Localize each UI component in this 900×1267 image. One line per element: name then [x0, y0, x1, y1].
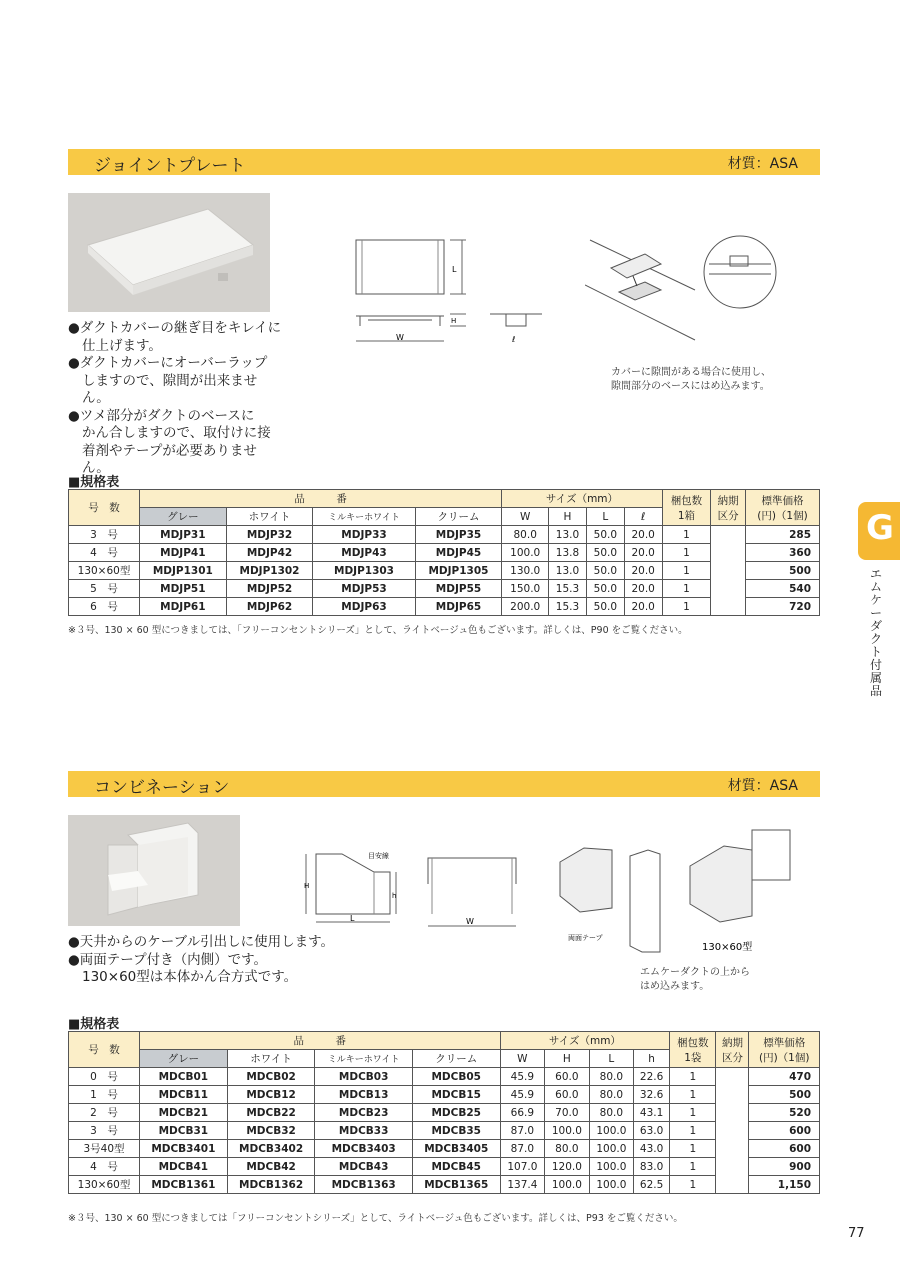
- lead-time-cell: [711, 526, 746, 616]
- dimension-cell: 13.0: [549, 562, 587, 580]
- price-cell: 470: [749, 1068, 820, 1086]
- dimension-cell: 100.0: [589, 1176, 634, 1194]
- header-color: グレー: [140, 508, 227, 526]
- header-price: [745, 490, 819, 526]
- section-header-combination: [68, 771, 820, 797]
- part-number-cell: MDCB13: [315, 1086, 412, 1104]
- material-label: 材質：ASA: [727, 156, 798, 172]
- row-number: 3 号: [69, 526, 140, 544]
- price-cell: 1,150: [749, 1176, 820, 1194]
- dimension-cell: 100.0: [545, 1176, 590, 1194]
- header-color: クリーム: [412, 1050, 500, 1068]
- dimension-cell: 13.8: [549, 544, 587, 562]
- dimension-cell: 50.0: [586, 580, 624, 598]
- dimension-cell: 200.0: [502, 598, 549, 616]
- header-color: ミルキーホワイト: [313, 508, 415, 526]
- label-model: 130×60型: [702, 942, 753, 953]
- part-number-cell: MDCB33: [315, 1122, 412, 1140]
- dimension-cell: 70.0: [545, 1104, 590, 1122]
- chapter-label-char: ケ: [870, 593, 883, 607]
- header-lead-time-line: 納期: [717, 494, 739, 507]
- chapter-label-char: 属: [870, 671, 883, 685]
- table-row: [69, 562, 820, 580]
- usage-note-line: 隙間部分のベースにはめ込みます。: [611, 381, 770, 392]
- header-price-line: 標準価格: [761, 494, 804, 507]
- label-tape: 両面テープ: [568, 934, 603, 942]
- material-label: 材質：ASA: [727, 778, 798, 794]
- part-number-cell: MDCB45: [412, 1158, 500, 1176]
- feature-line: ●天井からのケーブル引出しに使用します。: [68, 934, 334, 950]
- part-number-cell: MDJP65: [415, 598, 502, 616]
- feature-line: ●ツメ部分がダクトのベースに: [68, 407, 255, 424]
- table-row: [69, 544, 820, 562]
- dimension-cell: 50.0: [586, 544, 624, 562]
- part-number-cell: MDCB43: [315, 1158, 412, 1176]
- header-pack-line: 梱包数: [670, 494, 703, 507]
- section-title: ジョイントプレート: [94, 156, 246, 176]
- pack-cell: 1: [670, 1104, 716, 1122]
- chapter-letter: G: [866, 508, 894, 548]
- header-lead-time-line: 区分: [717, 509, 739, 522]
- row-number: 5 号: [69, 580, 140, 598]
- chapter-label-char: エ: [870, 567, 883, 581]
- section-header-joint-plate: [68, 149, 820, 175]
- row-number: 1 号: [69, 1086, 140, 1104]
- dimension-cell: 22.6: [634, 1068, 670, 1086]
- part-number-cell: MDCB05: [412, 1068, 500, 1086]
- label-L: L: [452, 265, 457, 274]
- price-cell: 540: [745, 580, 819, 598]
- part-number-cell: MDJP35: [415, 526, 502, 544]
- dimension-cell: 20.0: [624, 544, 662, 562]
- usage-note-line: はめ込みます。: [640, 981, 710, 992]
- header-pack: [662, 490, 711, 526]
- dimension-cell: 107.0: [500, 1158, 545, 1176]
- part-number-cell: MDJP43: [313, 544, 415, 562]
- price-cell: 500: [745, 562, 819, 580]
- chapter-label: [870, 568, 884, 698]
- part-number-cell: MDJP31: [140, 526, 227, 544]
- dimension-cell: 45.9: [500, 1086, 545, 1104]
- header-color: ホワイト: [226, 508, 313, 526]
- header-color: ミルキーホワイト: [315, 1050, 412, 1068]
- header-size: サイズ（mm）: [502, 490, 662, 508]
- usage-note: [611, 366, 771, 394]
- part-number-cell: MDJP32: [226, 526, 313, 544]
- lead-time-cell: [716, 1068, 749, 1194]
- label-W: W: [396, 333, 404, 342]
- part-number-cell: MDCB3405: [412, 1140, 500, 1158]
- spec-table-combination: [68, 1031, 820, 1194]
- table-row: [69, 526, 820, 544]
- pack-cell: 1: [670, 1176, 716, 1194]
- part-number-cell: MDCB23: [315, 1104, 412, 1122]
- feature-line: しますので、隙間が出来ません。: [82, 372, 258, 406]
- dimension-cell: 80.0: [589, 1104, 634, 1122]
- feature-line: ●ダクトカバーにオーバーラップ: [68, 355, 268, 371]
- dimension-cell: 43.1: [634, 1104, 670, 1122]
- label-h: h: [392, 892, 397, 900]
- part-number-cell: MDCB41: [140, 1158, 228, 1176]
- part-number-cell: MDJP1301: [140, 562, 227, 580]
- table-row: [69, 1068, 820, 1086]
- dimension-cell: 20.0: [624, 598, 662, 616]
- dimension-cell: 15.3: [549, 598, 587, 616]
- dimension-cell: 137.4: [500, 1176, 545, 1194]
- part-number-cell: MDJP55: [415, 580, 502, 598]
- part-number-cell: MDCB22: [227, 1104, 315, 1122]
- dimension-cell: 60.0: [545, 1086, 590, 1104]
- feature-line: 仕上げます。: [82, 337, 162, 354]
- dimension-cell: 100.0: [589, 1122, 634, 1140]
- part-number-cell: MDJP1303: [313, 562, 415, 580]
- row-number: 3 号: [69, 1122, 140, 1140]
- part-number-cell: MDCB15: [412, 1086, 500, 1104]
- dimension-cell: 13.0: [549, 526, 587, 544]
- header-color: ホワイト: [227, 1050, 315, 1068]
- part-number-cell: MDJP51: [140, 580, 227, 598]
- usage-note-line: カバーに隙間がある場合に使用し、: [611, 367, 771, 378]
- dimension-cell: 43.0: [634, 1140, 670, 1158]
- header-pack-line: 梱包数: [677, 1036, 709, 1049]
- chapter-tab[interactable]: [858, 502, 900, 560]
- part-number-cell: MDJP1305: [415, 562, 502, 580]
- part-number-cell: MDJP45: [415, 544, 502, 562]
- row-number: 130×60型: [69, 1176, 140, 1194]
- pack-cell: 1: [662, 562, 711, 580]
- dimension-cell: 66.9: [500, 1104, 545, 1122]
- table-row: [69, 598, 820, 616]
- footnote: ※３号、130 × 60 型につきましては、「フリーコンセントシリーズ」として、ライトベージュ色もございます。詳しくは、P90 をご覧ください。: [68, 625, 688, 636]
- row-number: 6 号: [69, 598, 140, 616]
- part-number-cell: MDCB3402: [227, 1140, 315, 1158]
- price-cell: 360: [745, 544, 819, 562]
- usage-note: [640, 966, 750, 994]
- dimension-cell: 120.0: [545, 1158, 590, 1176]
- part-number-cell: MDJP62: [226, 598, 313, 616]
- product-photo-combination: [68, 815, 240, 926]
- feature-line: 着剤やテープが必要ありません。: [82, 442, 257, 476]
- part-number-cell: MDCB21: [140, 1104, 228, 1122]
- pack-cell: 1: [662, 526, 711, 544]
- part-number-cell: MDCB3403: [315, 1140, 412, 1158]
- header-lead-time: [716, 1032, 749, 1068]
- dimension-cell: 50.0: [586, 526, 624, 544]
- feature-line: かん合しますので、取付けに接: [82, 425, 271, 441]
- part-number-cell: MDCB32: [227, 1122, 315, 1140]
- part-number-cell: MDCB11: [140, 1086, 228, 1104]
- spec-table-label: ■規格表: [68, 1017, 120, 1032]
- dimension-cell: 20.0: [624, 526, 662, 544]
- footnote: ※３号、130 × 60 型につきましては「フリーコンセントシリーズ」として、ライトベージュ色もございます。詳しくは、P93 をご覧ください。: [68, 1213, 683, 1224]
- header-lead-time-line: 区分: [721, 1051, 743, 1064]
- table-row: [69, 1176, 820, 1194]
- dimension-cell: 45.9: [500, 1068, 545, 1086]
- dimension-cell: 15.3: [549, 580, 587, 598]
- header-dimension: H: [549, 508, 587, 526]
- dimension-cell: 130.0: [502, 562, 549, 580]
- label-l: ℓ: [512, 335, 516, 344]
- pack-cell: 1: [670, 1068, 716, 1086]
- part-number-cell: MDCB1365: [412, 1176, 500, 1194]
- pack-cell: 1: [670, 1140, 716, 1158]
- feature-line: 130×60型は本体かん合方式です。: [82, 969, 298, 985]
- part-number-cell: MDCB42: [227, 1158, 315, 1176]
- dimension-cell: 100.0: [589, 1158, 634, 1176]
- row-number: 130×60型: [69, 562, 140, 580]
- price-cell: 520: [749, 1104, 820, 1122]
- dimension-cell: 80.0: [502, 526, 549, 544]
- table-row: [69, 580, 820, 598]
- section-title: コンビネーション: [94, 778, 230, 798]
- part-number-cell: MDJP33: [313, 526, 415, 544]
- header-number: 号 数: [69, 1032, 140, 1068]
- feature-line: ●両面テープ付き（内側）です。: [68, 951, 268, 968]
- part-number-cell: MDCB1362: [227, 1176, 315, 1194]
- installation-diagram-combination: [552, 826, 812, 956]
- dimension-cell: 100.0: [589, 1140, 634, 1158]
- feature-list: [68, 320, 283, 478]
- header-dimension: L: [586, 508, 624, 526]
- dimension-cell: 87.0: [500, 1122, 545, 1140]
- pack-cell: 1: [670, 1086, 716, 1104]
- price-cell: 900: [749, 1158, 820, 1176]
- dimension-cell: 80.0: [589, 1086, 634, 1104]
- feature-list: [68, 934, 348, 987]
- chapter-label-char: 付: [870, 658, 883, 672]
- header-pack-line: 1箱: [677, 509, 696, 522]
- row-number: 3号40型: [69, 1140, 140, 1158]
- price-cell: 600: [749, 1122, 820, 1140]
- header-price-line: 標準価格: [763, 1036, 806, 1049]
- pack-cell: 1: [662, 580, 711, 598]
- feature-line: ●ダクトカバーの継ぎ目をキレイに: [68, 320, 282, 336]
- price-cell: 720: [745, 598, 819, 616]
- dimension-cell: 32.6: [634, 1086, 670, 1104]
- page-number: 77: [848, 1226, 865, 1241]
- dimension-cell: 80.0: [589, 1068, 634, 1086]
- part-number-cell: MDJP61: [140, 598, 227, 616]
- header-part-number: 品 番: [140, 1032, 501, 1050]
- header-dimension: H: [545, 1050, 590, 1068]
- part-number-cell: MDCB1363: [315, 1176, 412, 1194]
- label-H: H: [304, 882, 310, 890]
- dimension-cell: 20.0: [624, 580, 662, 598]
- chapter-label-char: ダ: [870, 619, 883, 633]
- header-price: [749, 1032, 820, 1068]
- pack-cell: 1: [662, 598, 711, 616]
- installation-diagram-joint-plate: [585, 230, 785, 366]
- table-row: [69, 1122, 820, 1140]
- header-lead-time: [711, 490, 746, 526]
- table-row: [69, 1158, 820, 1176]
- chapter-label-char: ト: [870, 645, 883, 659]
- dimension-cell: 63.0: [634, 1122, 670, 1140]
- dimension-diagram-combination: [300, 842, 530, 932]
- usage-note-line: エムケーダクトの上から: [640, 967, 750, 978]
- part-number-cell: MDJP63: [313, 598, 415, 616]
- header-dimension: h: [634, 1050, 670, 1068]
- spec-table-label: ■規格表: [68, 475, 120, 490]
- dimension-cell: 100.0: [502, 544, 549, 562]
- pack-cell: 1: [670, 1122, 716, 1140]
- header-lead-time-line: 納期: [721, 1036, 743, 1049]
- price-cell: 600: [749, 1140, 820, 1158]
- dimension-cell: 83.0: [634, 1158, 670, 1176]
- label-W: W: [466, 917, 474, 926]
- chapter-label-char: ー: [870, 606, 883, 620]
- header-dimension: W: [502, 508, 549, 526]
- part-number-cell: MDJP52: [226, 580, 313, 598]
- table-row: [69, 1104, 820, 1122]
- dimension-cell: 80.0: [545, 1140, 590, 1158]
- row-number: 0 号: [69, 1068, 140, 1086]
- pack-cell: 1: [670, 1158, 716, 1176]
- header-price-line: (円)（1個): [758, 1051, 810, 1064]
- dimension-cell: 100.0: [545, 1122, 590, 1140]
- price-cell: 500: [749, 1086, 820, 1104]
- dimension-cell: 50.0: [586, 562, 624, 580]
- part-number-cell: MDCB3401: [140, 1140, 228, 1158]
- dimension-cell: 87.0: [500, 1140, 545, 1158]
- product-photo-joint-plate: [68, 193, 270, 312]
- header-color: グレー: [140, 1050, 228, 1068]
- dimension-cell: 50.0: [586, 598, 624, 616]
- part-number-cell: MDCB01: [140, 1068, 228, 1086]
- label-guide-line: 目安線: [368, 852, 389, 860]
- header-dimension: L: [589, 1050, 634, 1068]
- part-number-cell: MDCB35: [412, 1122, 500, 1140]
- header-number: 号 数: [69, 490, 140, 526]
- header-size: サイズ（mm）: [500, 1032, 670, 1050]
- part-number-cell: MDJP41: [140, 544, 227, 562]
- dimension-diagram-joint-plate: [340, 228, 580, 348]
- dimension-cell: 20.0: [624, 562, 662, 580]
- label-H: H: [451, 317, 457, 325]
- part-number-cell: MDJP1302: [226, 562, 313, 580]
- header-color: クリーム: [415, 508, 502, 526]
- chapter-label-char: 品: [870, 684, 883, 698]
- row-number: 2 号: [69, 1104, 140, 1122]
- dimension-cell: 62.5: [634, 1176, 670, 1194]
- header-pack: [670, 1032, 716, 1068]
- pack-cell: 1: [662, 544, 711, 562]
- part-number-cell: MDJP42: [226, 544, 313, 562]
- table-row: [69, 1140, 820, 1158]
- chapter-label-char: ム: [870, 580, 883, 594]
- price-cell: 285: [745, 526, 819, 544]
- part-number-cell: MDCB1361: [140, 1176, 228, 1194]
- dimension-cell: 150.0: [502, 580, 549, 598]
- row-number: 4 号: [69, 1158, 140, 1176]
- part-number-cell: MDCB03: [315, 1068, 412, 1086]
- label-L: L: [350, 914, 355, 923]
- part-number-cell: MDCB31: [140, 1122, 228, 1140]
- header-part-number: 品 番: [140, 490, 502, 508]
- chapter-label-char: ク: [870, 632, 883, 646]
- header-dimension: ℓ: [624, 508, 662, 526]
- part-number-cell: MDCB02: [227, 1068, 315, 1086]
- header-price-line: (円)（1個): [757, 509, 808, 522]
- table-row: [69, 1086, 820, 1104]
- spec-table-joint-plate: [68, 489, 820, 616]
- part-number-cell: MDJP53: [313, 580, 415, 598]
- row-number: 4 号: [69, 544, 140, 562]
- part-number-cell: MDCB12: [227, 1086, 315, 1104]
- dimension-cell: 60.0: [545, 1068, 590, 1086]
- part-number-cell: MDCB25: [412, 1104, 500, 1122]
- header-pack-line: 1袋: [684, 1051, 702, 1064]
- header-dimension: W: [500, 1050, 545, 1068]
